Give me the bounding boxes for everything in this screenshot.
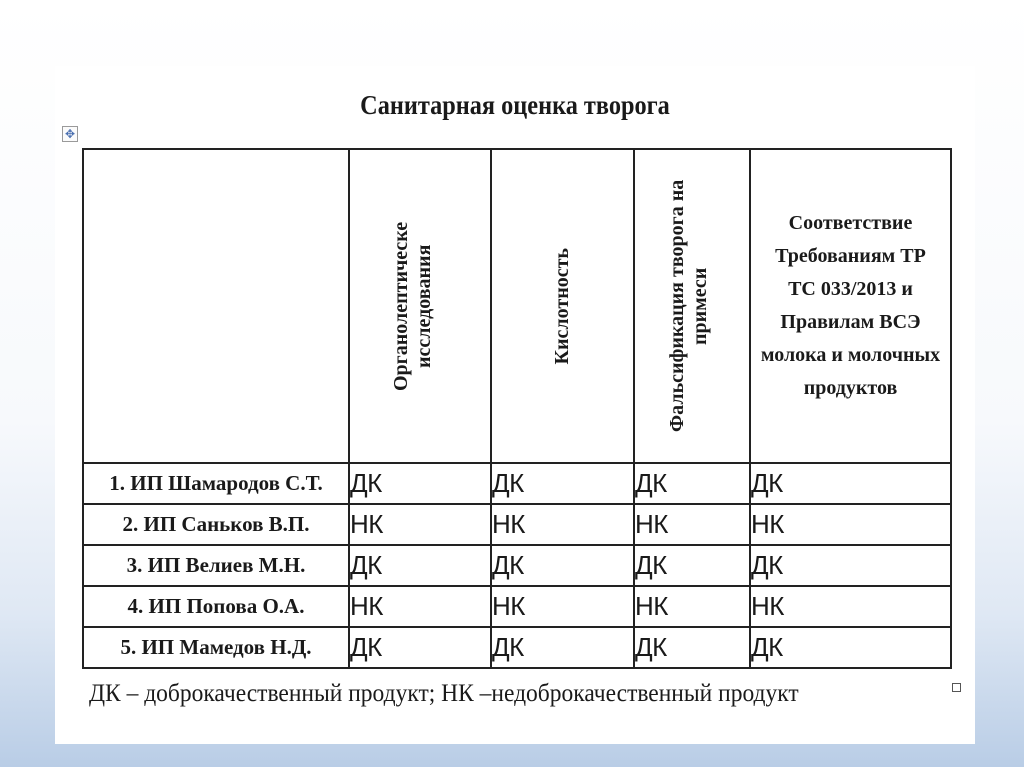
header-label-organoleptic: Органолептическе исследования — [390, 221, 435, 391]
header-cell-compliance — [750, 149, 951, 463]
cell-falsification: НК — [634, 504, 750, 545]
cell-organoleptic: НК — [349, 586, 491, 627]
header-label-compliance: Соответствие Требованиям ТР ТС 033/2013 и Правилам ВСЭ молока и молочных продуктов — [760, 212, 941, 399]
document-page — [55, 66, 975, 744]
cell-acidity: ДК — [491, 627, 634, 668]
table-row — [83, 627, 951, 668]
cell-compliance: ДК — [750, 463, 951, 504]
cell-organoleptic: ДК — [349, 627, 491, 668]
cell-compliance: ДК — [750, 627, 951, 668]
cell-acidity: ДК — [491, 463, 634, 504]
cell-acidity: НК — [491, 504, 634, 545]
cell-acidity: ДК — [491, 545, 634, 586]
cell-organoleptic: ДК — [349, 545, 491, 586]
row-name: 1. ИП Шамародов С.Т. — [83, 463, 349, 504]
cell-falsification: ДК — [634, 545, 750, 586]
table-row — [83, 463, 951, 504]
cell-falsification: ДК — [634, 627, 750, 668]
table-header-row — [83, 149, 951, 463]
header-cell-falsification — [634, 149, 750, 463]
row-name: 2. ИП Саньков В.П. — [83, 504, 349, 545]
table-move-handle-icon[interactable]: ✥ — [62, 126, 78, 142]
cell-falsification: НК — [634, 586, 750, 627]
header-cell-organoleptic — [349, 149, 491, 463]
cell-falsification: ДК — [634, 463, 750, 504]
legend-text: ДК – доброкачественный продукт; НК –недоброкачественный продукт — [89, 680, 799, 707]
cell-compliance: НК — [750, 586, 951, 627]
row-name: 5. ИП Мамедов Н.Д. — [83, 627, 349, 668]
header-cell-empty — [83, 149, 349, 463]
row-name: 3. ИП Велиев М.Н. — [83, 545, 349, 586]
header-cell-acidity — [491, 149, 634, 463]
table-row — [83, 545, 951, 586]
cell-compliance: ДК — [750, 545, 951, 586]
table-row — [83, 504, 951, 545]
header-label-falsification: Фальсификация творога на примеси — [666, 179, 711, 433]
table-resize-handle[interactable] — [952, 683, 961, 692]
document-title: Санитарная оценка творога — [360, 90, 670, 120]
cell-organoleptic: НК — [349, 504, 491, 545]
cell-acidity: НК — [491, 586, 634, 627]
row-name: 4. ИП Попова О.А. — [83, 586, 349, 627]
table-row — [83, 586, 951, 627]
sanitary-assessment-table — [82, 148, 952, 669]
cell-compliance: НК — [750, 504, 951, 545]
cell-organoleptic: ДК — [349, 463, 491, 504]
header-label-acidity: Кислотность — [551, 247, 573, 365]
